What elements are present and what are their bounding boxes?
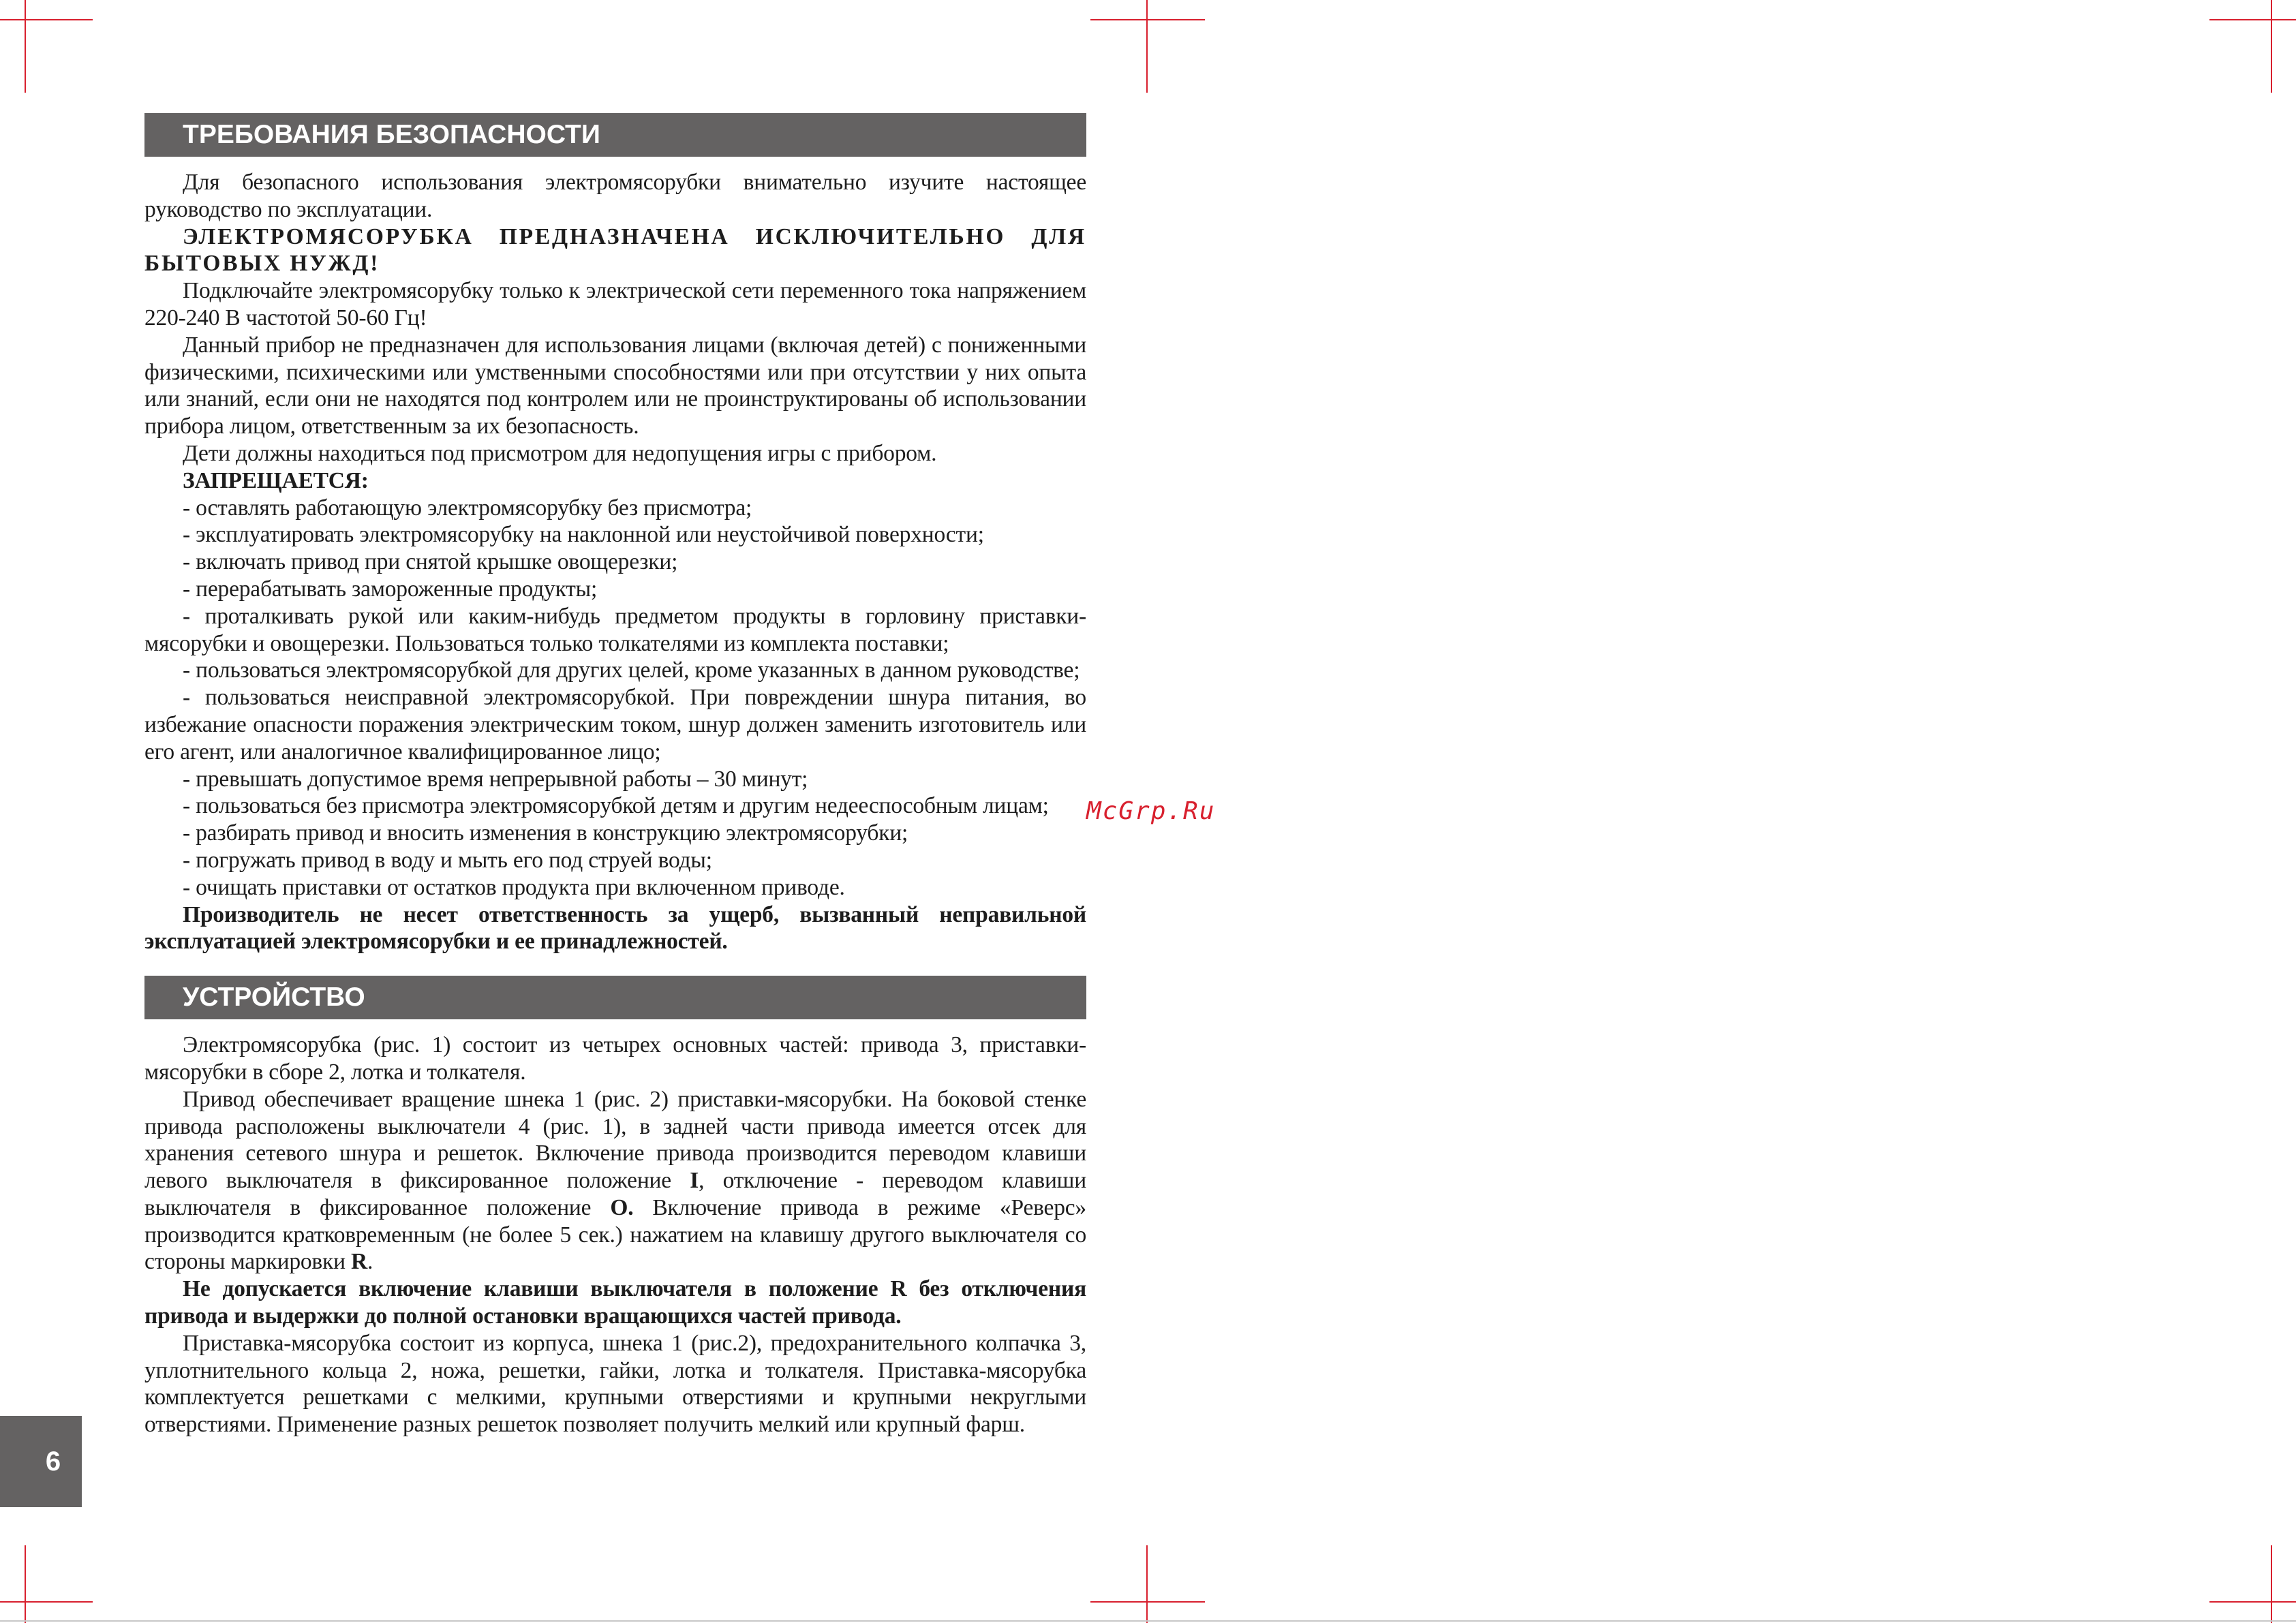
- crop-mark: [0, 19, 93, 20]
- safety-paragraph: Данный прибор не предназначен для использования лицами (включая детей) с пониженными физическими, психическими или умственными способностями или при отсутствии у них опыта или знаний, если они не находятся под контролем или не проинструктированы об использовании прибора лицом, ответственным за их безопасность.: [144, 332, 1086, 439]
- prohibition-item: - превышать допустимое время непрерывной работы – 30 минут;: [183, 766, 808, 792]
- page-number-tab: [0, 1416, 82, 1507]
- prohibition-item: - разбирать привод и вносить изменения в конструкцию электромясорубки;: [183, 820, 908, 846]
- page-number: 6: [45, 1447, 61, 1477]
- crop-mark: [1146, 1545, 1148, 1623]
- crop-mark: [25, 1545, 26, 1623]
- prohibited-heading: ЗАПРЕЩАЕТСЯ:: [183, 467, 369, 493]
- prohibition-item: - пользоваться неисправной электромясорубкой. При повреждении шнура питания, во избежание опасности поражения электрическим током, шнур должен заменить изготовитель или его агент, или аналогичное квалифицированное лицо;: [144, 685, 1086, 764]
- drive-text: Включение привода в режиме «Реверс» производится кратковременным (не более 5 сек.) нажатием на клавишу другого выключателя со стороны маркировки: [144, 1194, 1086, 1275]
- prohibition-item: - оставлять работающую электромясорубку без присмотра;: [183, 495, 752, 521]
- page-edge-line: [0, 1620, 2296, 1622]
- page-content: [144, 113, 1086, 1438]
- device-paragraph: Электромясорубка (рис. 1) состоит из четырех основных частей: привода 3, приставки-мясорубки в сборе 2, лотка и толкателя.: [144, 1032, 1086, 1085]
- crop-mark: [2271, 0, 2272, 93]
- crop-mark: [1157, 19, 1205, 20]
- device-heading: УСТРОЙСТВО: [144, 976, 1086, 1019]
- prohibition-item: - пользоваться электромясорубкой для других целей, кроме указанных в данном руководстве;: [183, 658, 1080, 683]
- safety-paragraph: Подключайте электромясорубку только к электрической сети переменного тока напряжением 220-240 В частотой 50-60 Гц!: [144, 278, 1086, 330]
- safety-paragraph: Дети должны находиться под присмотром для недопущения игры с прибором.: [183, 440, 937, 466]
- crop-mark: [1146, 0, 1148, 93]
- device-warning: Не допускается включение клавиши выключателя в положение R без отключения привода и выдержки до полной остановки вращающихся частей привода.: [144, 1276, 1086, 1329]
- safety-paragraph-purpose: ЭЛЕКТРОМЯСОРУБКА ПРЕДНАЗНАЧЕНА ИСКЛЮЧИТЕЛЬНО ДЛЯ БЫТОВЫХ НУЖД!: [144, 223, 1086, 277]
- prohibition-item: - эксплуатировать электромясорубку на наклонной или неустойчивой поверхности;: [183, 522, 984, 548]
- switch-mark-on: I: [690, 1168, 699, 1194]
- crop-mark: [2209, 1601, 2296, 1603]
- safety-heading: ТРЕБОВАНИЯ БЕЗОПАСНОСТИ: [144, 113, 1086, 157]
- prohibition-item: - погружать привод в воду и мыть его под струей воды;: [183, 847, 712, 873]
- prohibition-item: - проталкивать рукой или каким-нибудь предметом продукты в горловину приставки-мясорубки и овощерезки. Пользоваться только толкателями из комплекта поставки;: [144, 603, 1086, 656]
- manufacturer-disclaimer: Производитель не несет ответственность за ущерб, вызванный неправильной эксплуатацией электромясорубки и ее принадлежностей.: [144, 901, 1086, 955]
- crop-mark: [2271, 1545, 2272, 1623]
- drive-text: Привод обеспечивает вращение шнека 1 (рис. 2) приставки-мясорубки. На боковой стенке привода расположены выключатели 4 (рис. 1), в задней части привода имеется отсек для хранения сетевого шнура и решеток. Включение привода производится переводом клавиши левого выключателя в фиксированное положение: [144, 1086, 1086, 1194]
- drive-text: .: [367, 1249, 373, 1275]
- safety-paragraph: Для безопасного использования электромясорубки внимательно изучите настоящее руководство по эксплуатации.: [144, 170, 1086, 222]
- prohibition-item: - очищать приставки от остатков продукта при включенном приводе.: [183, 874, 845, 900]
- crop-mark: [0, 1601, 93, 1603]
- crop-mark: [1090, 1601, 1205, 1603]
- crop-mark: [2209, 19, 2296, 20]
- prohibition-item: - пользоваться без присмотра электромясорубкой детям и другим недееспособным лицам;: [183, 793, 1049, 819]
- prohibition-item: - включать привод при снятой крышке овощерезки;: [183, 549, 678, 575]
- crop-mark: [25, 0, 26, 93]
- switch-mark-off: О.: [610, 1194, 634, 1220]
- device-paragraph: Приставка-мясорубка состоит из корпуса, шнека 1 (рис.2), предохранительного колпачка 3, уплотнительного кольца 2, ножа, решетки, гайки, лотка и толкателя. Приставка-мясорубка комплектуется решетками с мелкими, крупными отверстиями и крупными некруглыми отверстиями. Применение разных решеток позволяет получить мелкий или крупный фарш.: [144, 1330, 1086, 1438]
- drive-text: , отключение - переводом клавиши выключателя в фиксированное положение: [144, 1168, 1086, 1220]
- device-paragraph-drive: [144, 1086, 1086, 1276]
- prohibition-item: - перерабатывать замороженные продукты;: [183, 576, 598, 602]
- watermark: McGrp.Ru: [1086, 797, 1216, 825]
- switch-mark-reverse: R: [351, 1249, 368, 1275]
